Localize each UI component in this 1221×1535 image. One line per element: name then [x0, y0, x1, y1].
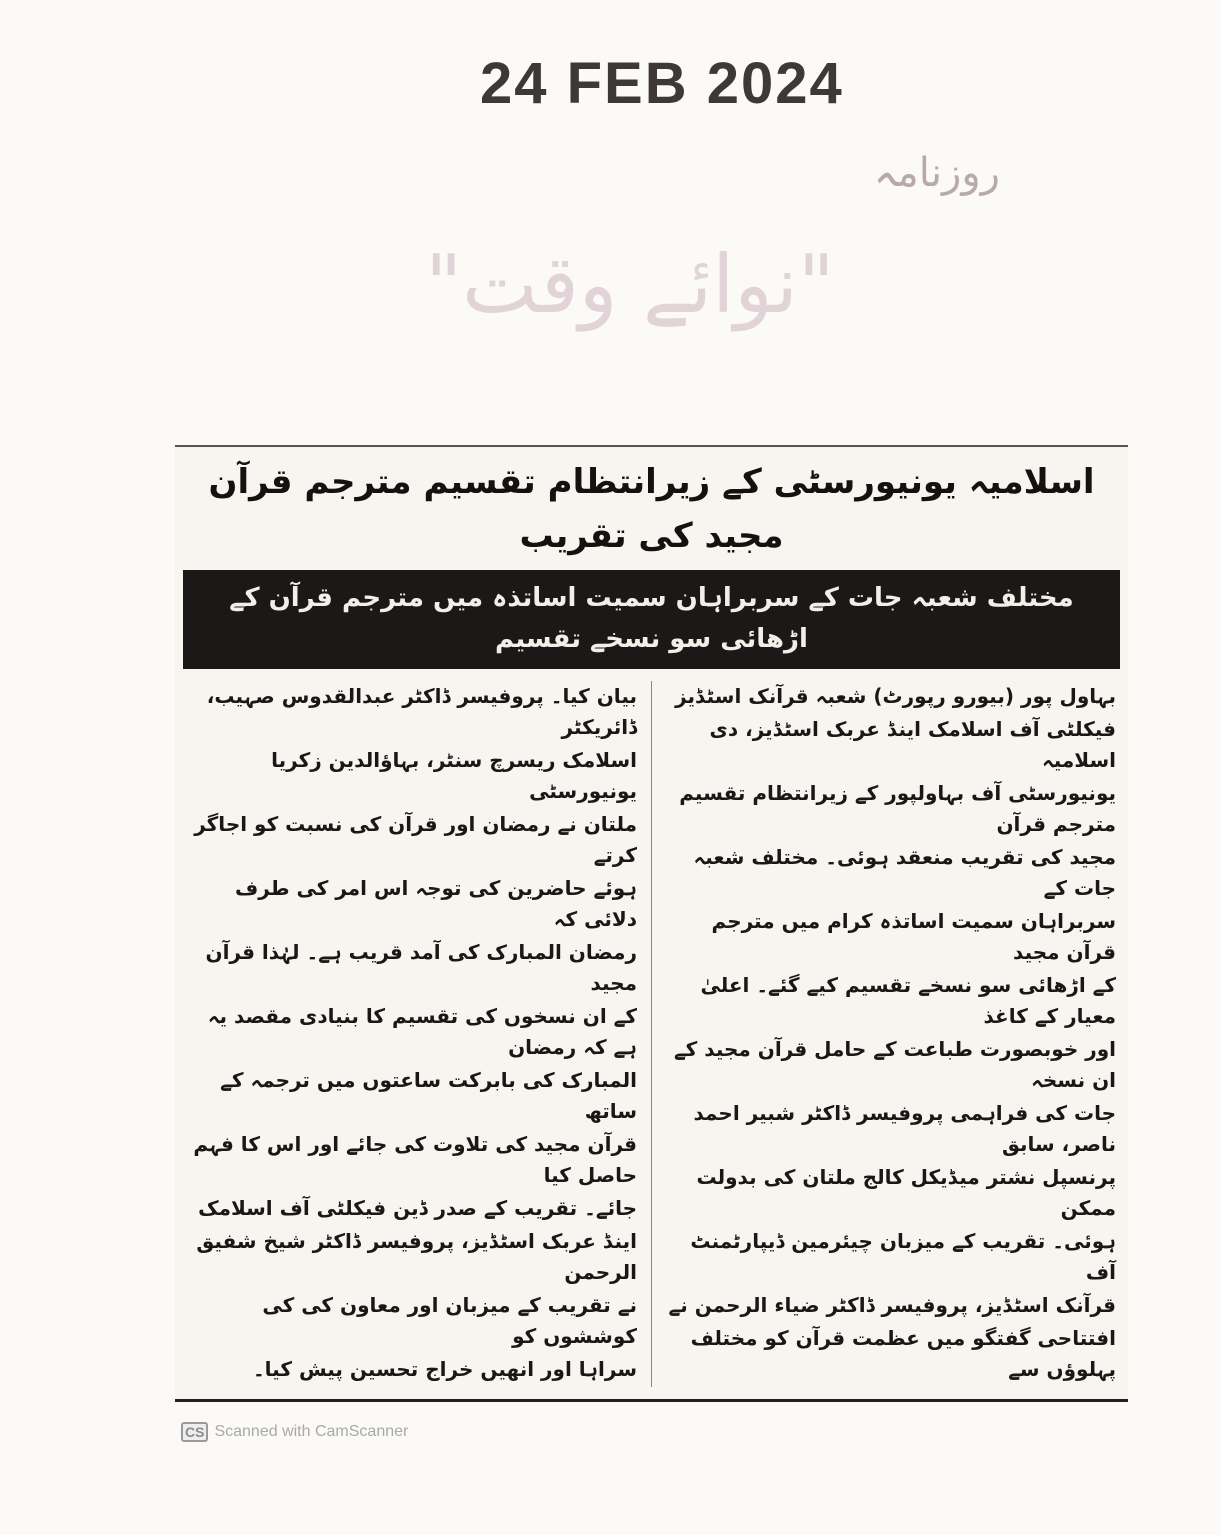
- article-line: جات کی فراہمی پروفیسر ڈاکٹر شبیر احمد ناصر، سابق: [693, 1100, 1116, 1156]
- article-line: یونیورسٹی آف بہاولپور کے زیرانتظام تقسیم مترجم قرآن: [679, 780, 1116, 836]
- camscanner-logo-icon: CS: [181, 1422, 208, 1442]
- article-line: جائے۔ تقریب کے صدر ڈین فیکلٹی آف اسلامک: [198, 1195, 637, 1220]
- article-columns: [175, 681, 1128, 1387]
- article-line: بہاول پور (بیورو رپورٹ) شعبہ قرآنک اسٹڈیز: [675, 683, 1116, 708]
- date-stamp: 24 FEB 2024: [480, 51, 844, 116]
- article-line: نے تقریب کے میزبان اور معاون کی کی کوششوں کو: [262, 1292, 637, 1348]
- article-line: مجید کی تقریب منعقد ہوئی۔ مختلف شعبہ جات کے: [693, 844, 1116, 900]
- masthead-prefix: روزنامہ: [873, 150, 1000, 196]
- article-line: ہوئی۔ تقریب کے میزبان چیئرمین ڈیپارٹمنٹ آف: [690, 1228, 1116, 1284]
- article-line: فیکلٹی آف اسلامک اینڈ عربک اسٹڈیز، دی اسلامیہ: [709, 716, 1116, 772]
- article-line: کے اڑھائی سو نسخے تقسیم کیے گئے۔ اعلیٰ معیار کے کاغذ: [700, 972, 1116, 1028]
- column-divider: [651, 681, 652, 1387]
- article-column-left: [187, 681, 637, 1387]
- article-line: ملتان نے رمضان اور قرآن کی نسبت کو اجاگر کرتے: [194, 811, 637, 867]
- headline: اسلامیہ یونیورسٹی کے زیرانتظام تقسیم مترجم قرآن مجید کی تقریب: [208, 462, 1095, 557]
- article-line: کے ان نسخوں کی تقسیم کا بنیادی مقصد یہ ہے کہ رمضان: [207, 1003, 637, 1059]
- article-line: المبارک کی بابرکت ساعتوں میں ترجمہ کے ساتھ: [220, 1067, 637, 1123]
- subheadline: مختلف شعبہ جات کے سربراہان سمیت اساتذہ میں مترجم قرآن کے اڑھائی سو نسخے تقسیم: [183, 570, 1120, 669]
- scanner-watermark: [181, 1422, 1128, 1442]
- article-line: اور خوبصورت طباعت کے حامل قرآن مجید کے ان نسخہ: [673, 1036, 1116, 1092]
- article-line: سربراہان سمیت اساتذہ کرام میں مترجم قرآن مجید: [711, 908, 1116, 964]
- article-line: سراہا اور انھیں خراج تحسین پیش کیا۔: [252, 1356, 637, 1381]
- article-column-right: [666, 681, 1116, 1387]
- news-clipping: [175, 445, 1128, 1402]
- article-line: اسلامک ریسرچ سنٹر، بہاؤالدین زکریا یونیورسٹی: [271, 747, 637, 803]
- watermark-text: Scanned with CamScanner: [214, 1422, 409, 1440]
- article-line: پرنسپل نشتر میڈیکل کالج ملتان کی بدولت ممکن: [696, 1164, 1116, 1220]
- masthead-name: "نوائے وقت": [425, 238, 835, 331]
- article-line: رمضان المبارک کی آمد قریب ہے۔ لہٰذا قرآن مجید: [205, 939, 637, 995]
- article-line: اینڈ عربک اسٹڈیز، پروفیسر ڈاکٹر شیخ شفیق الرحمن: [196, 1228, 637, 1284]
- article-line: قرآنک اسٹڈیز، پروفیسر ڈاکٹر ضیاء الرحمن نے: [668, 1292, 1116, 1317]
- article-line: ہوئے حاضرین کی توجہ اس امر کی طرف دلائی کہ: [235, 875, 637, 931]
- article-line: بیان کیا۔ پروفیسر ڈاکٹر عبدالقدوس صہیب، ڈائریکٹر: [206, 683, 637, 739]
- article-line: قرآن مجید کی تلاوت کی جائے اور اس کا فہم حاصل کیا: [193, 1131, 637, 1187]
- article-line: افتتاحی گفتگو میں عظمت قرآن کو مختلف پہلوؤں سے: [690, 1325, 1116, 1381]
